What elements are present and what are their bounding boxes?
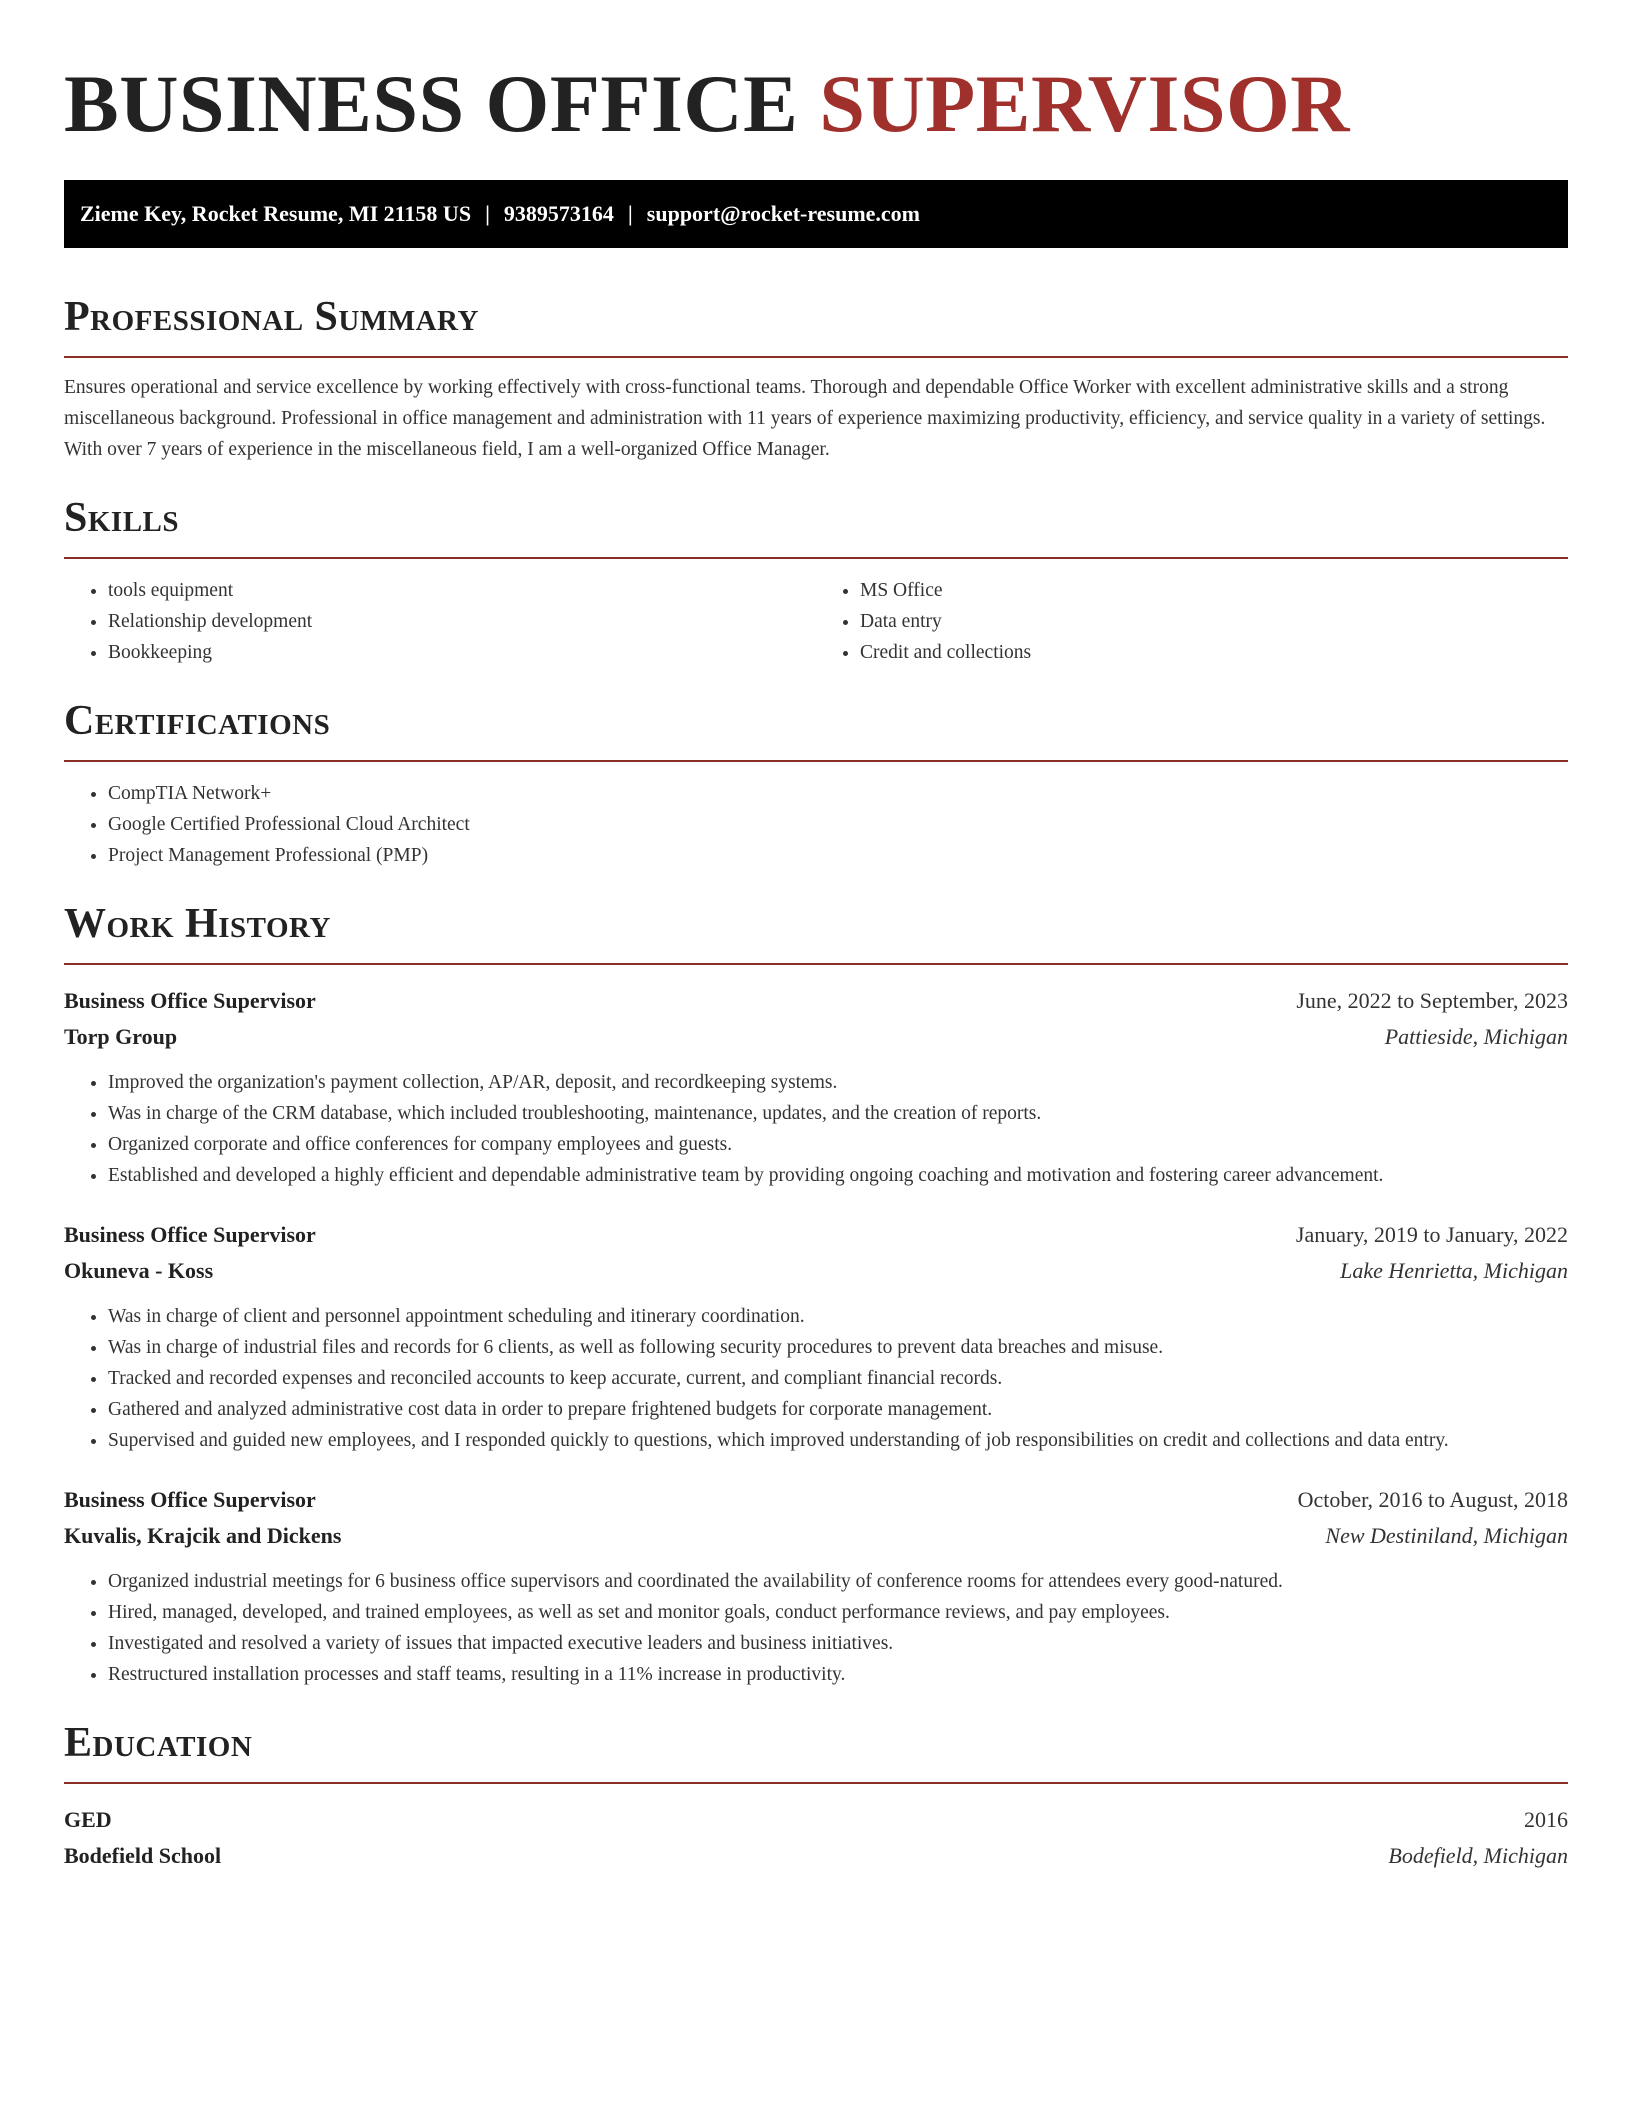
section-education: [64, 1718, 1568, 1874]
skill-item: • Bookkeeping: [108, 637, 816, 668]
job-header-row: [64, 1217, 1568, 1253]
job-company: Okuneva - Koss: [64, 1258, 214, 1283]
certification-item: • CompTIA Network+: [108, 778, 1568, 809]
job-bullets: [64, 1566, 1568, 1690]
skills-column-right: [816, 575, 1568, 668]
section-professional-summary: [64, 292, 1568, 465]
job-bullet: • Gathered and analyzed administrative cost data in order to prepare frightened budgets for corporate management.: [108, 1394, 1568, 1425]
section-work-history: [64, 899, 1568, 1690]
job-header-row: [64, 983, 1568, 1019]
job-dates: June, 2022 to September, 2023: [1296, 988, 1568, 1013]
title-main: BUSINESS OFFICE: [64, 58, 799, 149]
section-certifications: [64, 696, 1568, 871]
job-header-row: [64, 1482, 1568, 1518]
job-bullet: • Was in charge of industrial files and records for 6 clients, as well as following security procedures to prevent data breaches and misuse.: [108, 1332, 1568, 1363]
job-entry: [64, 1217, 1568, 1456]
certifications-list: [64, 778, 1568, 871]
skill-item: • Credit and collections: [860, 637, 1568, 668]
job-bullet: • Improved the organization's payment collection, AP/AR, deposit, and recordkeeping systems.: [108, 1067, 1568, 1098]
certification-item: • Google Certified Professional Cloud Architect: [108, 809, 1568, 840]
education-school: Bodefield School: [64, 1843, 222, 1868]
contact-email: support@rocket-resume.com: [646, 201, 920, 226]
education-entry: [64, 1802, 1568, 1874]
section-divider: [64, 557, 1568, 559]
contact-bar: [64, 180, 1568, 248]
job-bullet: • Hired, managed, developed, and trained employees, as well as set and monitor goals, conduct performance reviews, and pay employees.: [108, 1597, 1568, 1628]
job-bullet: • Restructured installation processes and staff teams, resulting in a 11% increase in productivity.: [108, 1659, 1568, 1690]
job-bullets: [64, 1301, 1568, 1456]
contact-separator: |: [627, 201, 633, 226]
education-year: 2016: [1524, 1807, 1568, 1832]
contact-address: Zieme Key, Rocket Resume, MI 21158 US: [80, 201, 472, 226]
skill-item: • Data entry: [860, 606, 1568, 637]
job-title: Business Office Supervisor: [64, 988, 316, 1013]
skill-item: • Relationship development: [108, 606, 816, 637]
job-company-row: [64, 1253, 1568, 1289]
job-dates: January, 2019 to January, 2022: [1295, 1222, 1568, 1247]
skills-column-left: [64, 575, 816, 668]
contact-separator: |: [485, 201, 490, 226]
job-bullet: • Investigated and resolved a variety of issues that impacted executive leaders and business initiatives.: [108, 1628, 1568, 1659]
education-school-row: [64, 1838, 1568, 1874]
job-entry: [64, 1482, 1568, 1690]
skills-columns: [64, 575, 1568, 668]
education-header-row: [64, 1802, 1568, 1838]
job-location: Lake Henrietta, Michigan: [1340, 1258, 1568, 1283]
job-company: Kuvalis, Krajcik and Dickens: [64, 1523, 342, 1548]
section-divider: [64, 1782, 1568, 1784]
section-divider: [64, 760, 1568, 762]
job-location: New Destiniland, Michigan: [1325, 1523, 1568, 1548]
job-bullets: [64, 1067, 1568, 1191]
job-company: Torp Group: [64, 1024, 178, 1049]
job-company-row: [64, 1518, 1568, 1554]
job-bullet: • Organized corporate and office conferences for company employees and guests.: [108, 1129, 1568, 1160]
job-title: Business Office Supervisor: [64, 1222, 316, 1247]
certification-item: • Project Management Professional (PMP): [108, 840, 1568, 871]
section-heading: Education: [64, 1720, 253, 1766]
title-accent: SUPERVISOR: [819, 58, 1351, 149]
section-heading: Work History: [64, 901, 331, 947]
section-divider: [64, 356, 1568, 358]
job-title: Business Office Supervisor: [64, 1487, 316, 1512]
section-divider: [64, 963, 1568, 965]
section-heading: Skills: [64, 495, 180, 541]
job-company-row: [64, 1019, 1568, 1055]
job-dates: October, 2016 to August, 2018: [1297, 1487, 1568, 1512]
education-location: Bodefield, Michigan: [1388, 1843, 1568, 1868]
job-bullet: • Tracked and recorded expenses and reconciled accounts to keep accurate, current, and compliant financial records.: [108, 1363, 1568, 1394]
job-bullet: • Established and developed a highly efficient and dependable administrative team by providing ongoing coaching and motivation and fostering career advancement.: [108, 1160, 1568, 1191]
skills-list-right: [816, 575, 1568, 668]
resume-title: [64, 0, 1568, 150]
skill-item: • MS Office: [860, 575, 1568, 606]
job-bullet: • Organized industrial meetings for 6 business office supervisors and coordinated the availability of conference rooms for attendees every good-natured.: [108, 1566, 1568, 1597]
job-bullet: • Supervised and guided new employees, and I responded quickly to questions, which improved understanding of job responsibilities on credit and collections and data entry.: [108, 1425, 1568, 1456]
section-heading: Professional Summary: [64, 294, 479, 340]
job-location: Pattieside, Michigan: [1384, 1024, 1568, 1049]
skills-list-left: [64, 575, 816, 668]
job-bullet: • Was in charge of the CRM database, which included troubleshooting, maintenance, updates, and the creation of reports.: [108, 1098, 1568, 1129]
section-skills: [64, 493, 1568, 668]
job-bullet: • Was in charge of client and personnel appointment scheduling and itinerary coordination.: [108, 1301, 1568, 1332]
job-entry: [64, 983, 1568, 1191]
contact-phone: 9389573164: [503, 201, 614, 226]
section-heading: Certifications: [64, 698, 331, 744]
education-degree: GED: [64, 1807, 112, 1832]
summary-text: Ensures operational and service excellence by working effectively with cross-functional teams. Thorough and dependable Office Worker with excellent administrative skills and a strong miscellaneous background. Professional in office management and administration with 11 years of experience maximizing productivity, efficiency, and service quality in a variety of settings. With over 7 years of experience in the miscellaneous field, I am a well-organized Office Manager.: [64, 377, 1546, 460]
skill-item: • tools equipment: [108, 575, 816, 606]
